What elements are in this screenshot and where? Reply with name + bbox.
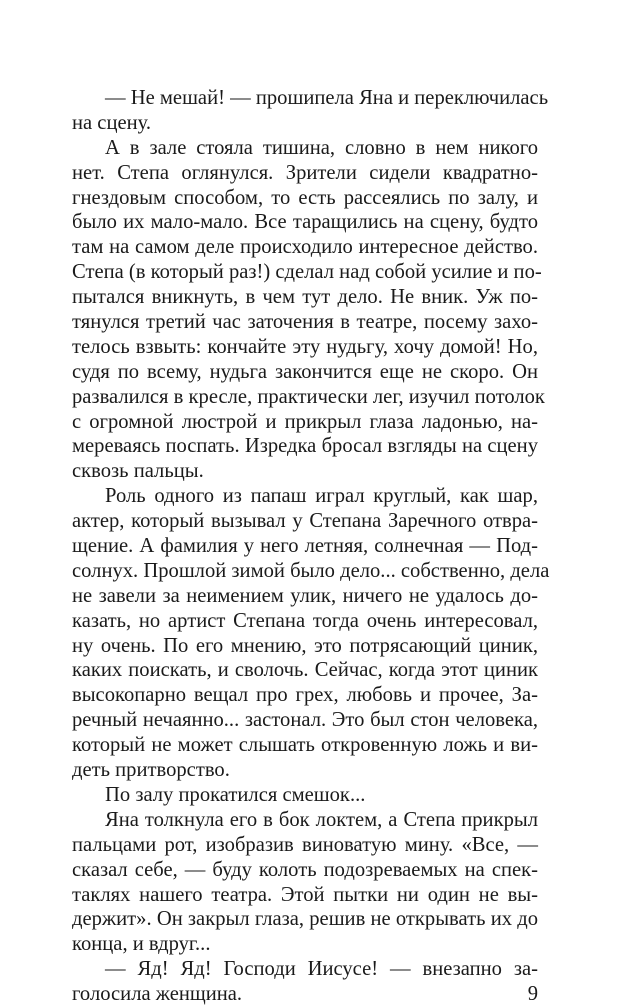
text-line: телось взвыть: кончайте эту нудьгу, хочу домой! Но, <box>72 335 538 358</box>
text-line: речный нечаянно... застонал. Это был стон человека, <box>72 709 538 732</box>
text-line: развалился в кресле, практически лег, изучил потолок <box>72 385 545 408</box>
text-line: Яна толкнула его в бок локтем, а Степа прикрыл <box>105 808 538 831</box>
book-page <box>72 86 550 1007</box>
text-line: щение. А фамилия у него летняя, солнечная — Под- <box>72 535 538 558</box>
text-line: Степа (в который раз!) сделал над собой усилие и по- <box>72 261 542 284</box>
text-line: мереваясь поспать. Изредка бросал взгляды на сцену <box>72 435 538 458</box>
text-line: деть притворство. <box>72 759 230 782</box>
text-line: судя по всему, нудьга закончится еще не скоро. Он <box>72 360 538 383</box>
text-line: конца, и вдруг... <box>72 933 211 956</box>
text-line: голосила женщина. <box>72 983 243 1006</box>
text-line: было их мало-мало. Все таращились на сцену, будто <box>72 211 538 234</box>
text-line: не завели за неимением улик, ничего не удалось до- <box>72 584 538 607</box>
text-line: каких поискать, и сволочь. Сейчас, когда этот циник <box>72 659 538 682</box>
text-line: пытался вникнуть, в чем тут дело. Не вник. Уж по- <box>72 286 538 309</box>
text-line: — Не мешай! — прошипела Яна и переключилась <box>105 87 549 109</box>
text-line: сквозь пальцы. <box>72 460 204 483</box>
text-line: — Яд! Яд! Господи Иисусе! — внезапно за- <box>105 958 538 981</box>
text-line: там на самом деле происходило интересное действо. <box>72 236 538 259</box>
text-line: на сцену. <box>72 111 152 134</box>
text-line: держит». Он закрыл глаза, решив не открывать их до <box>72 908 538 931</box>
text-line: Роль одного из папаш играл круглый, как шар, <box>105 485 538 508</box>
text-line: пальцами рот, изобразив виноватую мину. «Все, — <box>72 833 538 856</box>
text-line: гнездовым способом, то есть рассеялись по залу, и <box>72 186 538 209</box>
page-number: 9 <box>527 983 538 1006</box>
text-line: нет. Степа оглянулся. Зрители сидели квадратно- <box>72 161 538 184</box>
text-line: А в зале стояла тишина, словно в нем никого <box>105 136 538 159</box>
text-line: актер, который вызывал у Степана Заречного отвра- <box>72 510 538 533</box>
text-line: с огромной люстрой и прикрыл глаза ладонью, на- <box>72 410 538 433</box>
text-line: тянулся третий час заточения в театре, посему захо- <box>72 311 538 334</box>
text-line: сказал себе, — буду колоть подозреваемых на спек- <box>72 858 538 881</box>
text-line: высокопарно вещал про грех, любовь и прочее, За- <box>72 684 538 707</box>
text-line: ну очень. По его мнению, это потрясающий циник, <box>72 634 538 657</box>
text-line: казать, но артист Степана тогда очень интересовал, <box>72 609 538 632</box>
text-line: По залу прокатился смешок... <box>105 783 366 806</box>
text-line: таклях нашего театра. Этой пытки ни один не вы- <box>72 883 538 906</box>
last-line-row <box>72 982 538 1007</box>
text-line: который не может слышать откровенную ложь и ви- <box>72 734 538 757</box>
text-line: солнух. Прошлой зимой было дело... собственно, дела <box>72 559 550 582</box>
